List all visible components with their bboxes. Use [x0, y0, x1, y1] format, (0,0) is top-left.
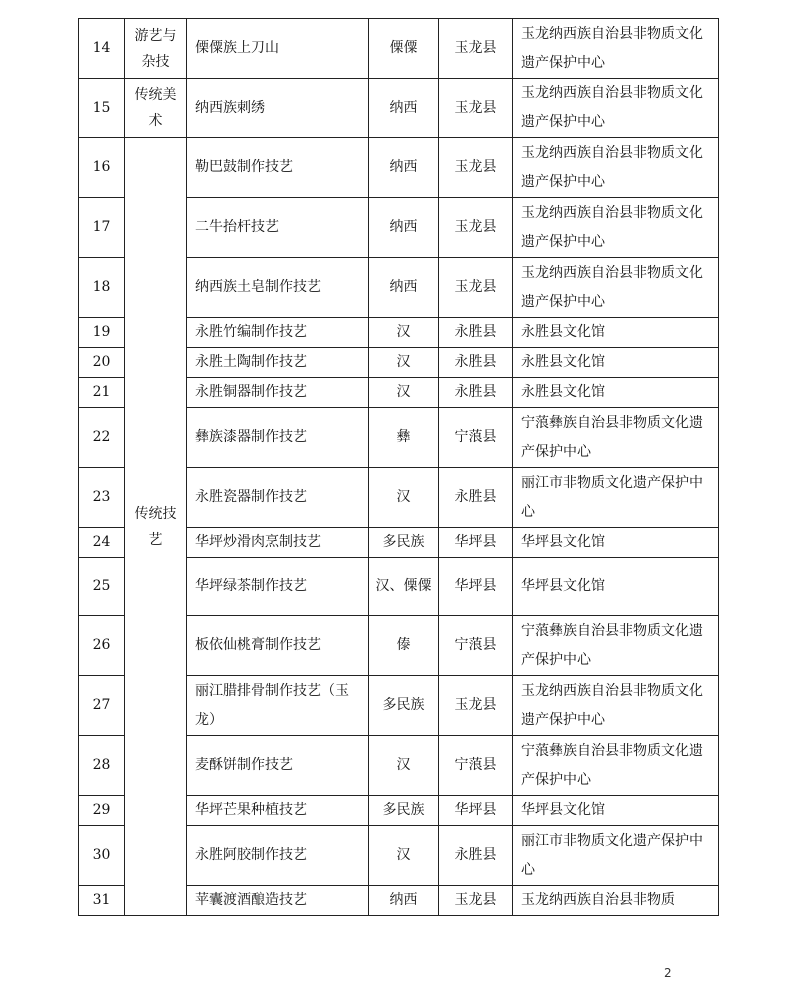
county: 华坪县: [439, 796, 513, 826]
project-name: 永胜铜器制作技艺: [187, 378, 369, 408]
ethnic-group: 纳西: [369, 886, 439, 916]
project-name: 二牛抬杆技艺: [187, 198, 369, 258]
row-number: 15: [79, 79, 125, 138]
project-name: 永胜竹编制作技艺: [187, 318, 369, 348]
county: 玉龙县: [439, 676, 513, 736]
table-row: [79, 19, 719, 79]
county: 玉龙县: [439, 886, 513, 916]
protection-unit: 丽江市非物质文化遗产保护中心: [513, 826, 719, 886]
county: 永胜县: [439, 348, 513, 378]
project-name: 纳西族刺绣: [187, 79, 369, 138]
county: 宁蒗县: [439, 616, 513, 676]
ethnic-group: 汉: [369, 736, 439, 796]
project-name: 永胜阿胶制作技艺: [187, 826, 369, 886]
ethnic-group: 汉、傈僳: [369, 558, 439, 616]
ethnic-group: 纳西: [369, 138, 439, 198]
project-name: 丽江腊排骨制作技艺（玉龙）: [187, 676, 369, 736]
protection-unit: 玉龙纳西族自治县非物质文化遗产保护中心: [513, 676, 719, 736]
table-row: [79, 138, 719, 198]
page-number: 2: [664, 966, 672, 980]
row-number: 14: [79, 19, 125, 79]
ethnic-group: 多民族: [369, 796, 439, 826]
row-number: 31: [79, 886, 125, 916]
project-name: 勒巴鼓制作技艺: [187, 138, 369, 198]
ethnic-group: 多民族: [369, 676, 439, 736]
row-number: 26: [79, 616, 125, 676]
ethnic-group: 纳西: [369, 198, 439, 258]
ethnic-group: 汉: [369, 468, 439, 528]
protection-unit: 玉龙纳西族自治县非物质文化遗产保护中心: [513, 258, 719, 318]
category-cell: 游艺与杂技: [125, 19, 187, 79]
county: 玉龙县: [439, 19, 513, 79]
category-cell: 传统美术: [125, 79, 187, 138]
county: 永胜县: [439, 378, 513, 408]
county: 宁蒗县: [439, 736, 513, 796]
protection-unit: 华坪县文化馆: [513, 528, 719, 558]
project-name: 华坪芒果种植技艺: [187, 796, 369, 826]
protection-unit: 玉龙纳西族自治县非物质文化遗产保护中心: [513, 79, 719, 138]
table-row: [79, 79, 719, 138]
project-name: 傈僳族上刀山: [187, 19, 369, 79]
ethnic-group: 傣: [369, 616, 439, 676]
row-number: 30: [79, 826, 125, 886]
row-number: 18: [79, 258, 125, 318]
row-number: 21: [79, 378, 125, 408]
project-name: 华坪绿茶制作技艺: [187, 558, 369, 616]
protection-unit: 宁蒗彝族自治县非物质文化遗产保护中心: [513, 616, 719, 676]
row-number: 23: [79, 468, 125, 528]
row-number: 25: [79, 558, 125, 616]
ethnic-group: 汉: [369, 826, 439, 886]
protection-unit: 丽江市非物质文化遗产保护中心: [513, 468, 719, 528]
protection-unit: 玉龙纳西族自治县非物质文化遗产保护中心: [513, 198, 719, 258]
project-name: 华坪炒滑肉烹制技艺: [187, 528, 369, 558]
county: 宁蒗县: [439, 408, 513, 468]
row-number: 19: [79, 318, 125, 348]
row-number: 28: [79, 736, 125, 796]
project-name: 彝族漆器制作技艺: [187, 408, 369, 468]
protection-unit: 玉龙纳西族自治县非物质文化遗产保护中心: [513, 19, 719, 79]
project-name: 永胜瓷器制作技艺: [187, 468, 369, 528]
ethnic-group: 汉: [369, 348, 439, 378]
row-number: 22: [79, 408, 125, 468]
row-number: 29: [79, 796, 125, 826]
ethnic-group: 纳西: [369, 258, 439, 318]
ethnic-group: 汉: [369, 378, 439, 408]
protection-unit: 华坪县文化馆: [513, 558, 719, 616]
protection-unit: 永胜县文化馆: [513, 348, 719, 378]
county: 华坪县: [439, 528, 513, 558]
ethnic-group: 彝: [369, 408, 439, 468]
row-number: 24: [79, 528, 125, 558]
ethnic-group: 多民族: [369, 528, 439, 558]
protection-unit: 宁蒗彝族自治县非物质文化遗产保护中心: [513, 736, 719, 796]
protection-unit: 华坪县文化馆: [513, 796, 719, 826]
protection-unit: 玉龙纳西族自治县非物质: [513, 886, 719, 916]
row-number: 27: [79, 676, 125, 736]
county: 华坪县: [439, 558, 513, 616]
project-name: 麦酥饼制作技艺: [187, 736, 369, 796]
ethnic-group: 纳西: [369, 79, 439, 138]
project-name: 苹囊渡酒酿造技艺: [187, 886, 369, 916]
county: 玉龙县: [439, 258, 513, 318]
county: 永胜县: [439, 318, 513, 348]
protection-unit: 玉龙纳西族自治县非物质文化遗产保护中心: [513, 138, 719, 198]
protection-unit: 永胜县文化馆: [513, 378, 719, 408]
county: 玉龙县: [439, 79, 513, 138]
heritage-table: [78, 18, 719, 916]
project-name: 纳西族土皂制作技艺: [187, 258, 369, 318]
project-name: 板依仙桃膏制作技艺: [187, 616, 369, 676]
protection-unit: 宁蒗彝族自治县非物质文化遗产保护中心: [513, 408, 719, 468]
county: 永胜县: [439, 468, 513, 528]
row-number: 17: [79, 198, 125, 258]
ethnic-group: 傈僳: [369, 19, 439, 79]
county: 永胜县: [439, 826, 513, 886]
county: 玉龙县: [439, 198, 513, 258]
row-number: 16: [79, 138, 125, 198]
ethnic-group: 汉: [369, 318, 439, 348]
protection-unit: 永胜县文化馆: [513, 318, 719, 348]
county: 玉龙县: [439, 138, 513, 198]
category-cell: 传统技艺: [125, 138, 187, 916]
project-name: 永胜土陶制作技艺: [187, 348, 369, 378]
row-number: 20: [79, 348, 125, 378]
